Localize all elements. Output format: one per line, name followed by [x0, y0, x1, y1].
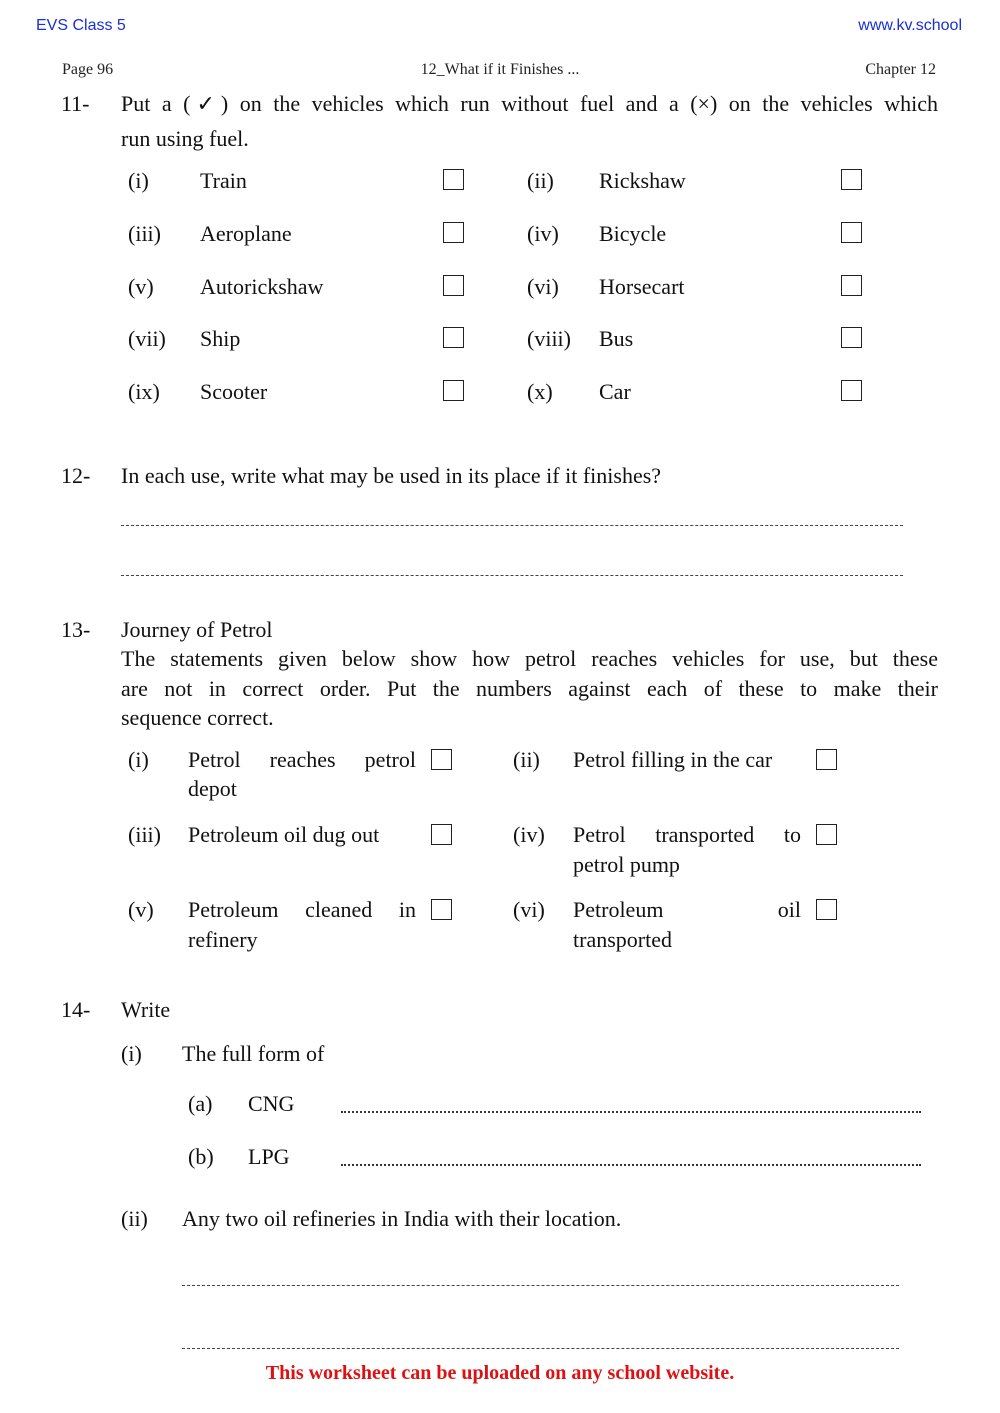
- class-link[interactable]: EVS Class 5: [36, 17, 126, 34]
- q13-item-line1: Petroleum oil dug out: [188, 822, 380, 847]
- q11-item-label: Ship: [200, 326, 241, 351]
- q14-part1-text: The full form of: [182, 1041, 325, 1066]
- q12-number: 12-: [61, 463, 91, 488]
- q13-order-box-2[interactable]: [816, 749, 837, 770]
- q11-item-num: (iii): [128, 221, 161, 246]
- q11-item-label: Scooter: [200, 379, 268, 404]
- q14-sub-a-label: CNG: [248, 1091, 295, 1116]
- chapter-label: Chapter 12: [865, 61, 936, 78]
- q14-sub-b-num: (b): [188, 1144, 214, 1169]
- q12-question: In each use, write what may be used in its place if it finishes?: [121, 463, 662, 488]
- q13-order-box-1[interactable]: [431, 749, 452, 770]
- q11-instruction-line1: Put a (✓) on the vehicles which run without fuel and a (×) on the vehicles which: [121, 91, 938, 116]
- q14-title: Write: [121, 997, 171, 1022]
- q13-item-line2: depot: [188, 776, 237, 801]
- q11-item-num: (ii): [527, 168, 554, 193]
- q13-item-line2: refinery: [188, 927, 258, 952]
- q13-item-num: (iii): [128, 822, 161, 847]
- q13-instruction-line2: are not in correct order. Put the numbers against each of these to make their: [121, 676, 938, 701]
- q13-title: Journey of Petrol: [121, 617, 273, 642]
- q14-sub-b-label: LPG: [248, 1144, 290, 1169]
- q12-answer-line-2[interactable]: [121, 575, 903, 576]
- q14-sub-a-num: (a): [188, 1091, 213, 1116]
- q11-item-label: Car: [599, 379, 631, 404]
- q11-checkbox-scooter[interactable]: [443, 380, 464, 401]
- q11-item-num: (ix): [128, 379, 160, 404]
- q11-checkbox-bus[interactable]: [841, 327, 862, 348]
- q14-cng-answer-line[interactable]: [341, 1111, 921, 1113]
- q13-item-line1: Petrol transported to: [573, 822, 801, 847]
- q13-item-line1: Petrol reaches petrol: [188, 747, 416, 772]
- q13-number: 13-: [61, 617, 91, 642]
- q13-order-box-3[interactable]: [431, 824, 452, 845]
- q11-checkbox-car[interactable]: [841, 380, 862, 401]
- q13-order-box-4[interactable]: [816, 824, 837, 845]
- q11-item-num: (x): [527, 379, 553, 404]
- q11-item-label: Autorickshaw: [200, 274, 324, 299]
- page-number: Page 96: [62, 61, 114, 78]
- q11-checkbox-aeroplane[interactable]: [443, 222, 464, 243]
- q11-checkbox-ship[interactable]: [443, 327, 464, 348]
- q11-checkbox-horsecart[interactable]: [841, 275, 862, 296]
- q11-item-label: Rickshaw: [599, 168, 686, 193]
- q11-item-num: (v): [128, 274, 154, 299]
- q11-item-num: (vi): [527, 274, 559, 299]
- q11-checkbox-autorickshaw[interactable]: [443, 275, 464, 296]
- worksheet-title: 12_What if it Finishes ...: [420, 61, 580, 78]
- q13-item-num: (v): [128, 897, 154, 922]
- footer-notice: This worksheet can be uploaded on any school website.: [265, 1362, 735, 1384]
- q11-checkbox-rickshaw[interactable]: [841, 169, 862, 190]
- q13-item-line1: Petroleum cleaned in: [188, 897, 416, 922]
- q13-item-num: (ii): [513, 747, 540, 772]
- q13-item-line2: transported: [573, 927, 672, 952]
- q13-item-line2: petrol pump: [573, 852, 680, 877]
- q11-instruction-line2: run using fuel.: [121, 126, 249, 151]
- q11-item-label: Horsecart: [599, 274, 685, 299]
- q11-item-label: Bicycle: [599, 221, 667, 246]
- q11-checkbox-train[interactable]: [443, 169, 464, 190]
- q14-lpg-answer-line[interactable]: [341, 1164, 921, 1166]
- q14-number: 14-: [61, 997, 91, 1022]
- q11-item-label: Train: [200, 168, 247, 193]
- q13-order-box-5[interactable]: [431, 899, 452, 920]
- q13-item-num: (i): [128, 747, 149, 772]
- q11-number: 11-: [61, 91, 90, 116]
- q14-refinery-answer-line-2[interactable]: [182, 1348, 899, 1349]
- q14-part1-num: (i): [121, 1041, 142, 1066]
- q13-instruction-line3: sequence correct.: [121, 705, 274, 730]
- q13-item-num: (vi): [513, 897, 545, 922]
- q11-checkbox-bicycle[interactable]: [841, 222, 862, 243]
- q12-answer-line-1[interactable]: [121, 525, 903, 526]
- q14-refinery-answer-line-1[interactable]: [182, 1285, 899, 1286]
- q13-order-box-6[interactable]: [816, 899, 837, 920]
- q11-item-label: Aeroplane: [200, 221, 292, 246]
- q11-item-num: (iv): [527, 221, 559, 246]
- q13-item-num: (iv): [513, 822, 545, 847]
- q11-item-num: (i): [128, 168, 149, 193]
- q11-item-num: (viii): [527, 326, 571, 351]
- q14-part2-text: Any two oil refineries in India with their location.: [182, 1206, 622, 1231]
- q13-instruction-line1: The statements given below show how petrol reaches vehicles for use, but these: [121, 646, 938, 671]
- q13-item-line1: Petrol filling in the car: [573, 747, 773, 772]
- q14-part2-num: (ii): [121, 1206, 148, 1231]
- q11-item-label: Bus: [599, 326, 634, 351]
- q11-item-num: (vii): [128, 326, 166, 351]
- website-link[interactable]: www.kv.school: [858, 17, 962, 34]
- q13-item-line1: Petroleum oil: [573, 897, 801, 922]
